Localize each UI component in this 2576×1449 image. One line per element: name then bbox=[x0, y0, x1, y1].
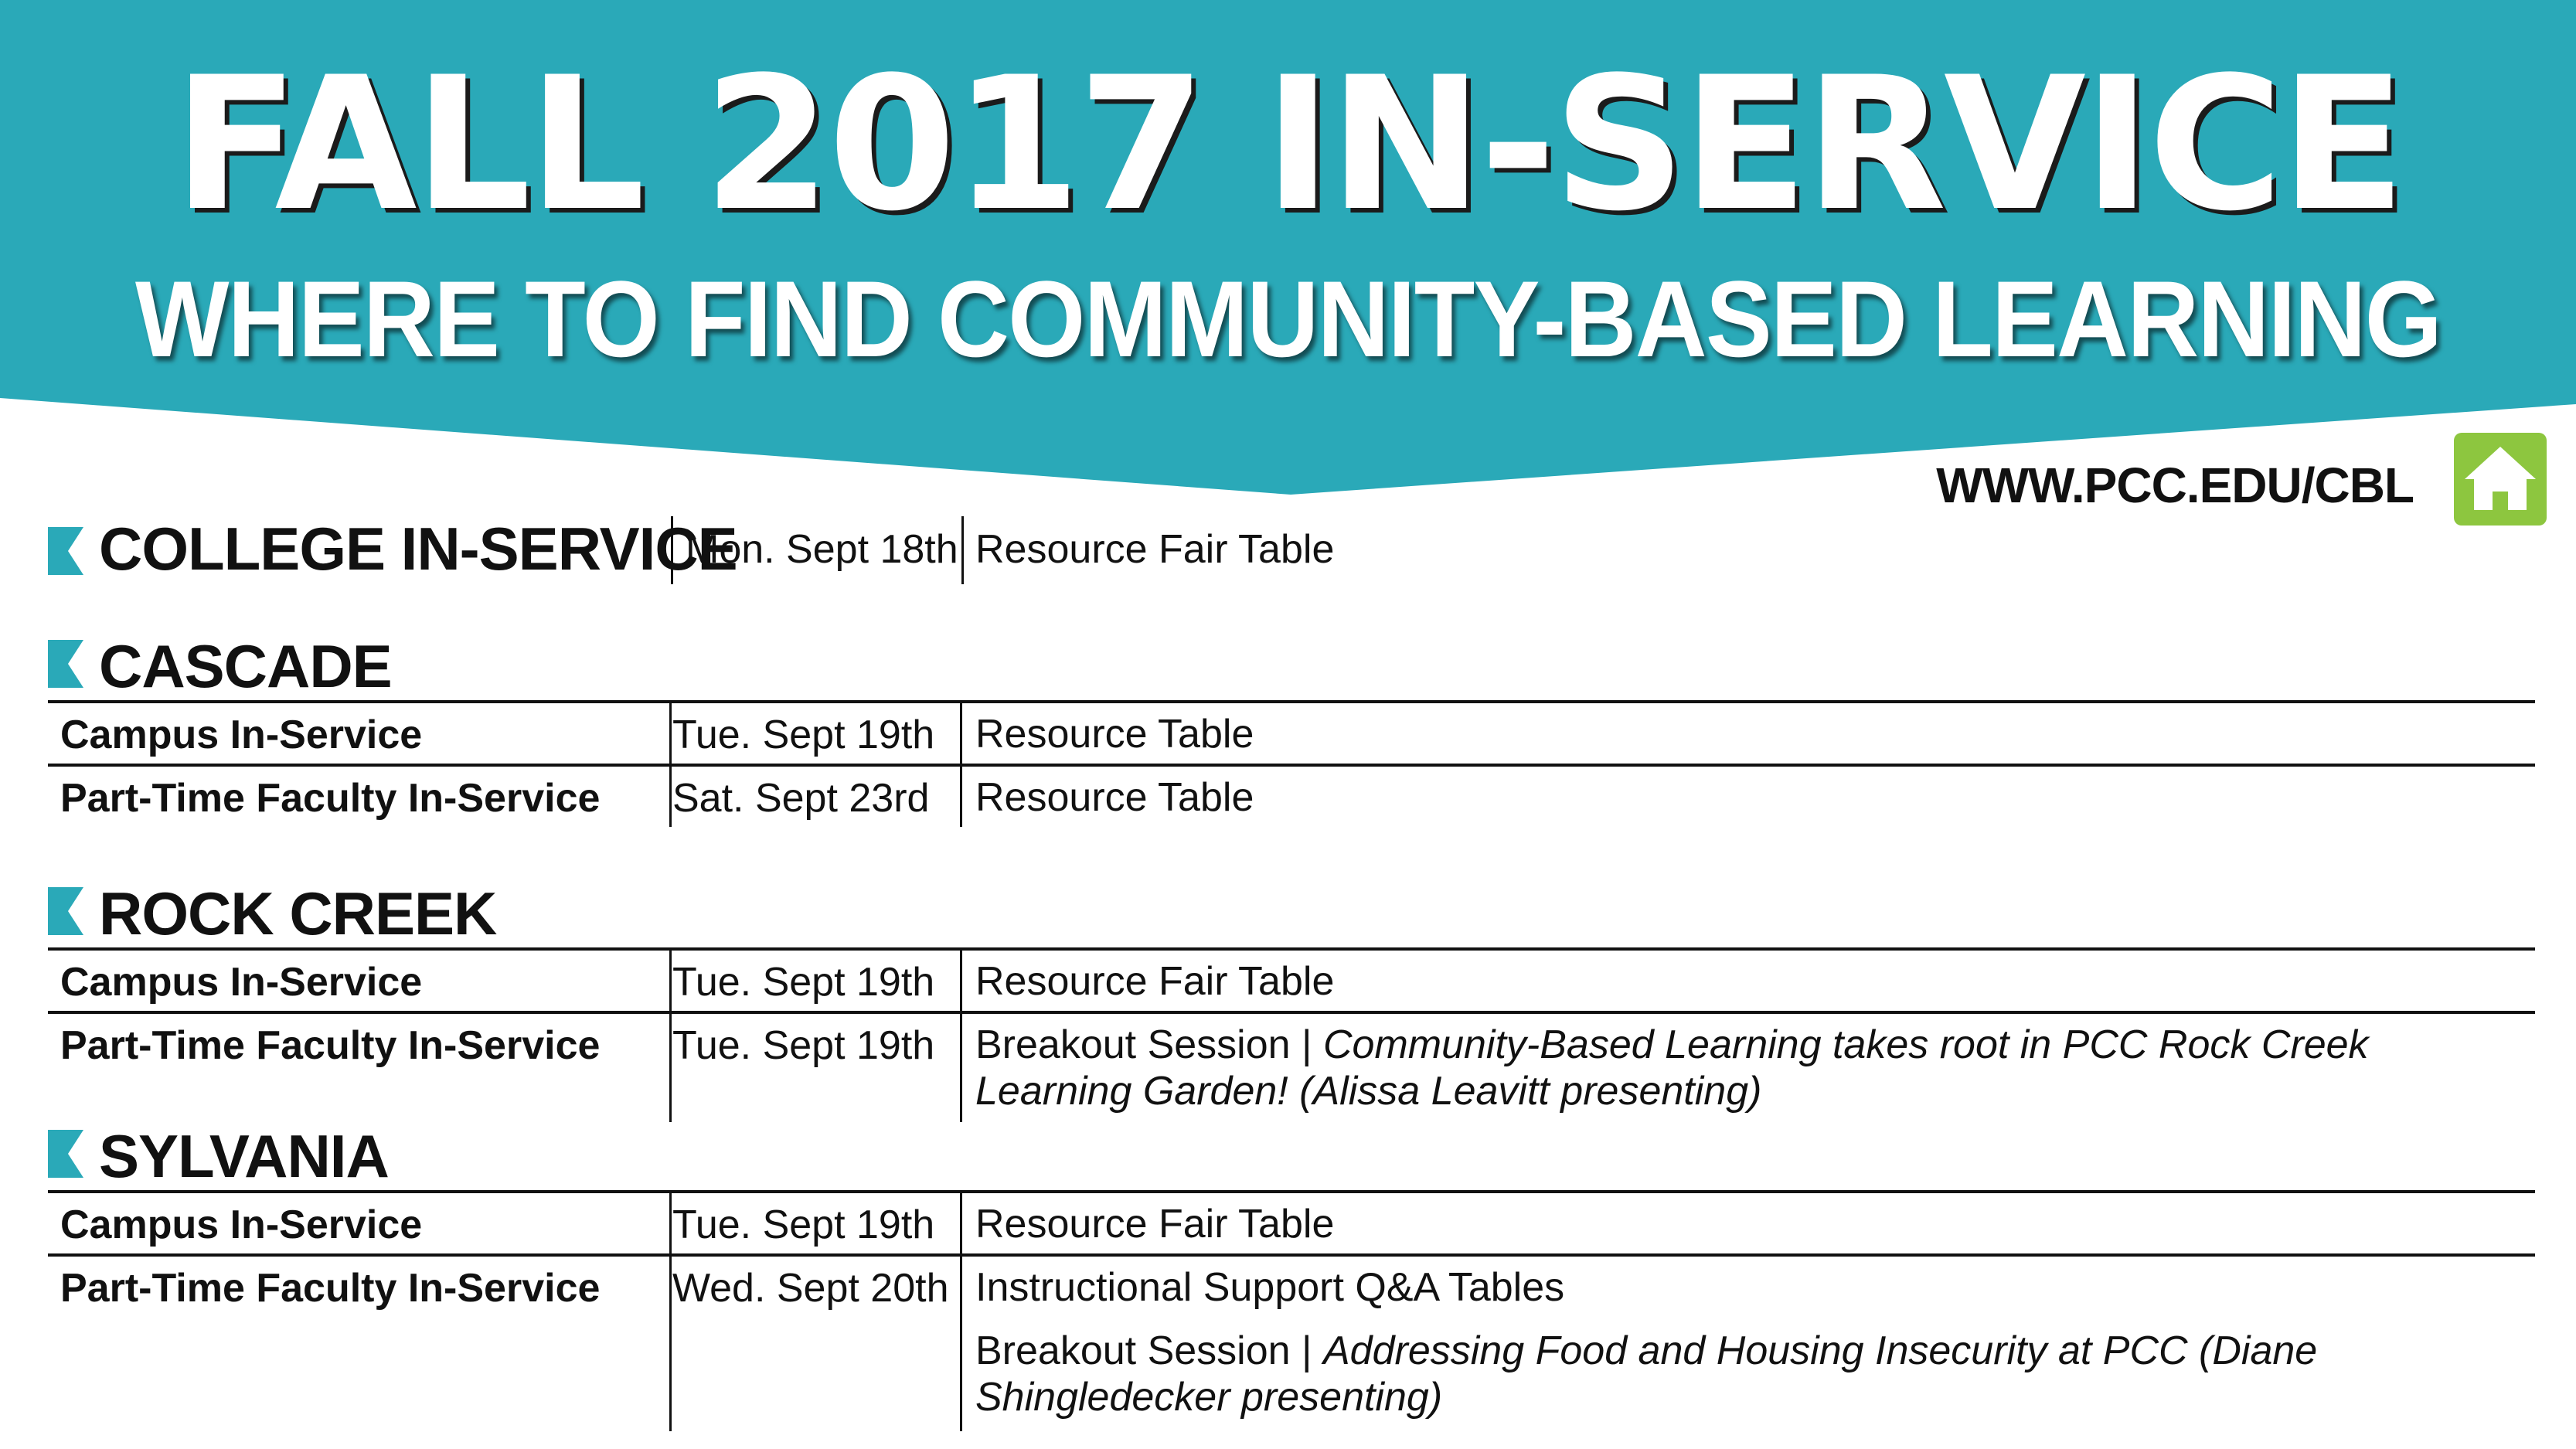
section-title: CASCADE bbox=[99, 632, 392, 700]
divider bbox=[961, 516, 964, 584]
section-flag-icon bbox=[48, 887, 83, 935]
event-name: Part-Time Faculty In-Service bbox=[60, 776, 601, 821]
section-title: SYLVANIA bbox=[99, 1122, 389, 1190]
event-description: Resource Fair Table bbox=[975, 959, 1335, 1004]
event-description bbox=[975, 1264, 2506, 1420]
event-description: Resource Table bbox=[975, 712, 1254, 757]
event-date: Sat. Sept 23rd bbox=[672, 776, 930, 821]
section-flag-icon bbox=[48, 1130, 83, 1178]
section-flag-icon bbox=[48, 640, 83, 688]
section-cascade bbox=[48, 632, 2535, 827]
page-title: FALL 2017 IN-SERVICE bbox=[173, 38, 2403, 252]
event-date: Wed. Sept 20th bbox=[672, 1266, 949, 1311]
home-icon bbox=[2454, 433, 2547, 526]
event-description: Resource Table bbox=[975, 775, 1254, 820]
event-date: Tue. Sept 19th bbox=[672, 713, 935, 757]
table-row bbox=[48, 1011, 2535, 1122]
event-name: Campus In-Service bbox=[60, 1202, 423, 1247]
event-date: Tue. Sept 19th bbox=[672, 1202, 935, 1247]
event-name: Part-Time Faculty In-Service bbox=[60, 1023, 601, 1068]
college-in-service-row bbox=[48, 510, 1594, 587]
section-header bbox=[48, 1122, 2535, 1190]
event-date: Tue. Sept 19th bbox=[672, 960, 935, 1005]
section-header bbox=[48, 632, 2535, 700]
event-name: Part-Time Faculty In-Service bbox=[60, 1266, 601, 1311]
section-title: ROCK CREEK bbox=[99, 879, 497, 947]
table-row bbox=[48, 1253, 2535, 1431]
section-header bbox=[48, 879, 2535, 947]
event-description: Resource Fair Table bbox=[975, 527, 1335, 572]
event-description: Resource Fair Table bbox=[975, 1202, 1335, 1247]
table-row bbox=[48, 1190, 2535, 1253]
section-flag-icon bbox=[48, 527, 83, 575]
divider bbox=[671, 516, 673, 584]
page-subtitle: WHERE TO FIND COMMUNITY-BASED LEARNING bbox=[134, 258, 2442, 379]
event-name: Campus In-Service bbox=[60, 960, 423, 1005]
event-name: Campus In-Service bbox=[60, 713, 423, 757]
event-description: Breakout Session | Community-Based Learning takes root in PCC Rock Creek Learning Garden! (Alissa Leavitt presenting) bbox=[975, 1022, 2369, 1114]
breakout-session-description: Breakout Session | Addressing Food and Housing Insecurity at PCC (Diane Shingledecker presenting) bbox=[975, 1328, 2318, 1420]
section-title: COLLEGE IN-SERVICE bbox=[99, 515, 737, 583]
website-link[interactable]: WWW.PCC.EDU/CBL bbox=[1936, 457, 2414, 513]
table-row bbox=[48, 764, 2535, 827]
section-sylvania bbox=[48, 1122, 2535, 1431]
table-row bbox=[48, 700, 2535, 764]
table-row bbox=[48, 947, 2535, 1011]
section-rock-creek bbox=[48, 879, 2535, 1122]
event-date: Tue. Sept 19th bbox=[672, 1023, 935, 1068]
event-description-line: Instructional Support Q&A Tables bbox=[975, 1265, 1565, 1310]
event-date: Mon. Sept 18th bbox=[686, 527, 958, 572]
home-button[interactable] bbox=[2454, 433, 2547, 526]
